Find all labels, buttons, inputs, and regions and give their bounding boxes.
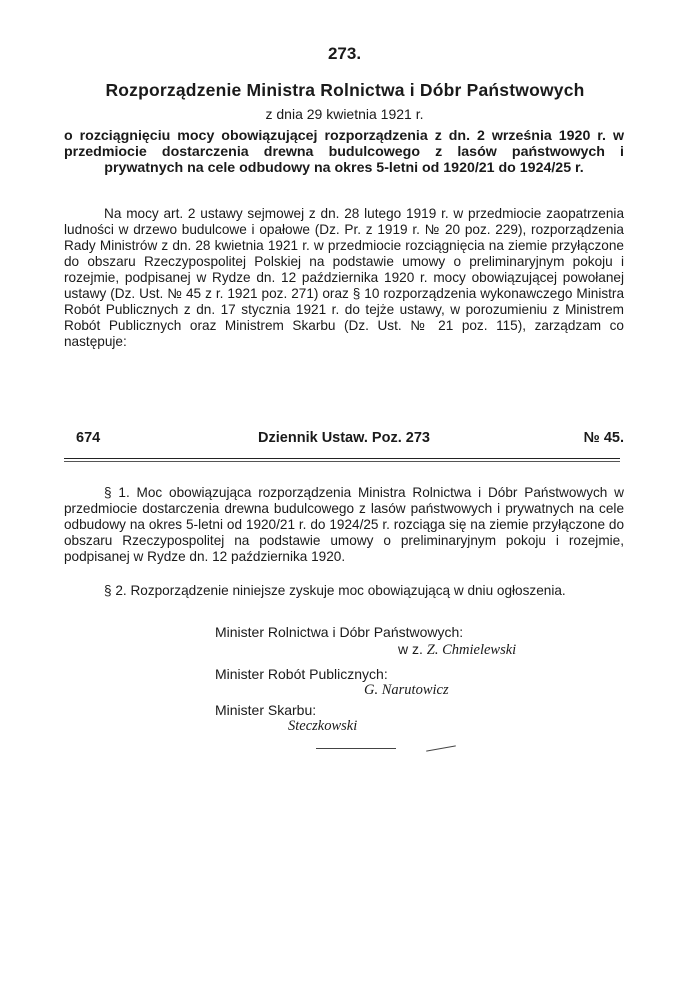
signature-role-agriculture: Minister Rolnictwa i Dóbr Państwowych:: [215, 624, 464, 640]
running-header-issue: № 45.: [583, 430, 624, 446]
closing-dash-right: [426, 745, 456, 751]
header-rule: [64, 458, 620, 459]
preamble-paragraph: Na mocy art. 2 ustawy sejmowej z dn. 28 lutego 1919 r. w przedmiocie zaopatrzenia ludności w drzewo budulcowe i opałowe (Dz. Pr. z 1919 r. № 20 poz. 229), rozporządzenia Rady Ministrów z dn. 28 kwietnia 1921 r. w przedmiocie rozciągnięcia na ziemie przyłączone do obszaru Rzeczypospolitej Polskiej na podstawie umowy o preliminaryjnym pokoju i rozejmie, podpisanej w Rydze dn. 12 października 1920 r. mocy obowiązującej powołanej ustawy (Dz. Ust. № 45 z r. 1921 poz. 271) oraz § 10 rozporządzenia wykonawczego Ministra Robót Publicznych z dn. 17 stycznia 1921 r. do tejże ustawy, w porozumieniu z Ministrem Robót Publicznych oraz Ministrem Skarbu (Dz. Ust. № 21 poz. 115), zarządzam co następuje:: [64, 206, 624, 349]
running-header-page: 674: [76, 430, 101, 446]
signature-role-treasury: Minister Skarbu:: [215, 702, 317, 718]
signature-name-treasury: Steczkowski: [288, 718, 358, 734]
signature-role-public-works: Minister Robót Publicznych:: [215, 666, 388, 682]
document-title: Rozporządzenie Ministra Rolnictwa i Dóbr Państwowych: [105, 80, 585, 100]
header-rule-secondary: [64, 461, 620, 462]
document-number: 273.: [327, 44, 362, 63]
section-2-paragraph: § 2. Rozporządzenie niniejsze zyskuje moc obowiązującą w dniu ogłoszenia.: [104, 583, 566, 598]
running-header-journal: Dziennik Ustaw. Poz. 273: [258, 430, 430, 446]
running-header: [64, 430, 624, 448]
closing-dash-left: [316, 748, 396, 749]
section-1-paragraph: § 1. Moc obowiązująca rozporządzenia Ministra Rolnictwa i Dóbr Państwowych w przedmiocie dostarczenia drewna budulcowego z lasów państwowych i prywatnych na cele odbudowy na okres 5-letni od 1920/21 r. do 1924/25 r. rozciąga się na ziemie przyłączone do obszaru Rzeczypospolitej na podstawie umowy o preliminaryjnym pokoju i rozejmie, podpisanej w Rydze dn. 12 października 1920.: [64, 485, 624, 564]
document-date: z dnia 29 kwietnia 1921 r.: [265, 106, 424, 122]
signature-prefix: w z.: [398, 641, 423, 657]
signature-name-agriculture: Z. Chmielewski: [426, 642, 517, 658]
signature-name-public-works: G. Narutowicz: [364, 682, 449, 698]
document-subject: o rozciągnięciu mocy obowiązującej rozporządzenia z dn. 2 września 1920 r. w przedmiocie dostarczenia drewna budulcowego z lasów państwowych i prywatnych na cele odbudowy na okres 5-letni od 1920/21 do 1924/25 r.: [64, 128, 624, 176]
signature-agriculture: [398, 641, 516, 658]
